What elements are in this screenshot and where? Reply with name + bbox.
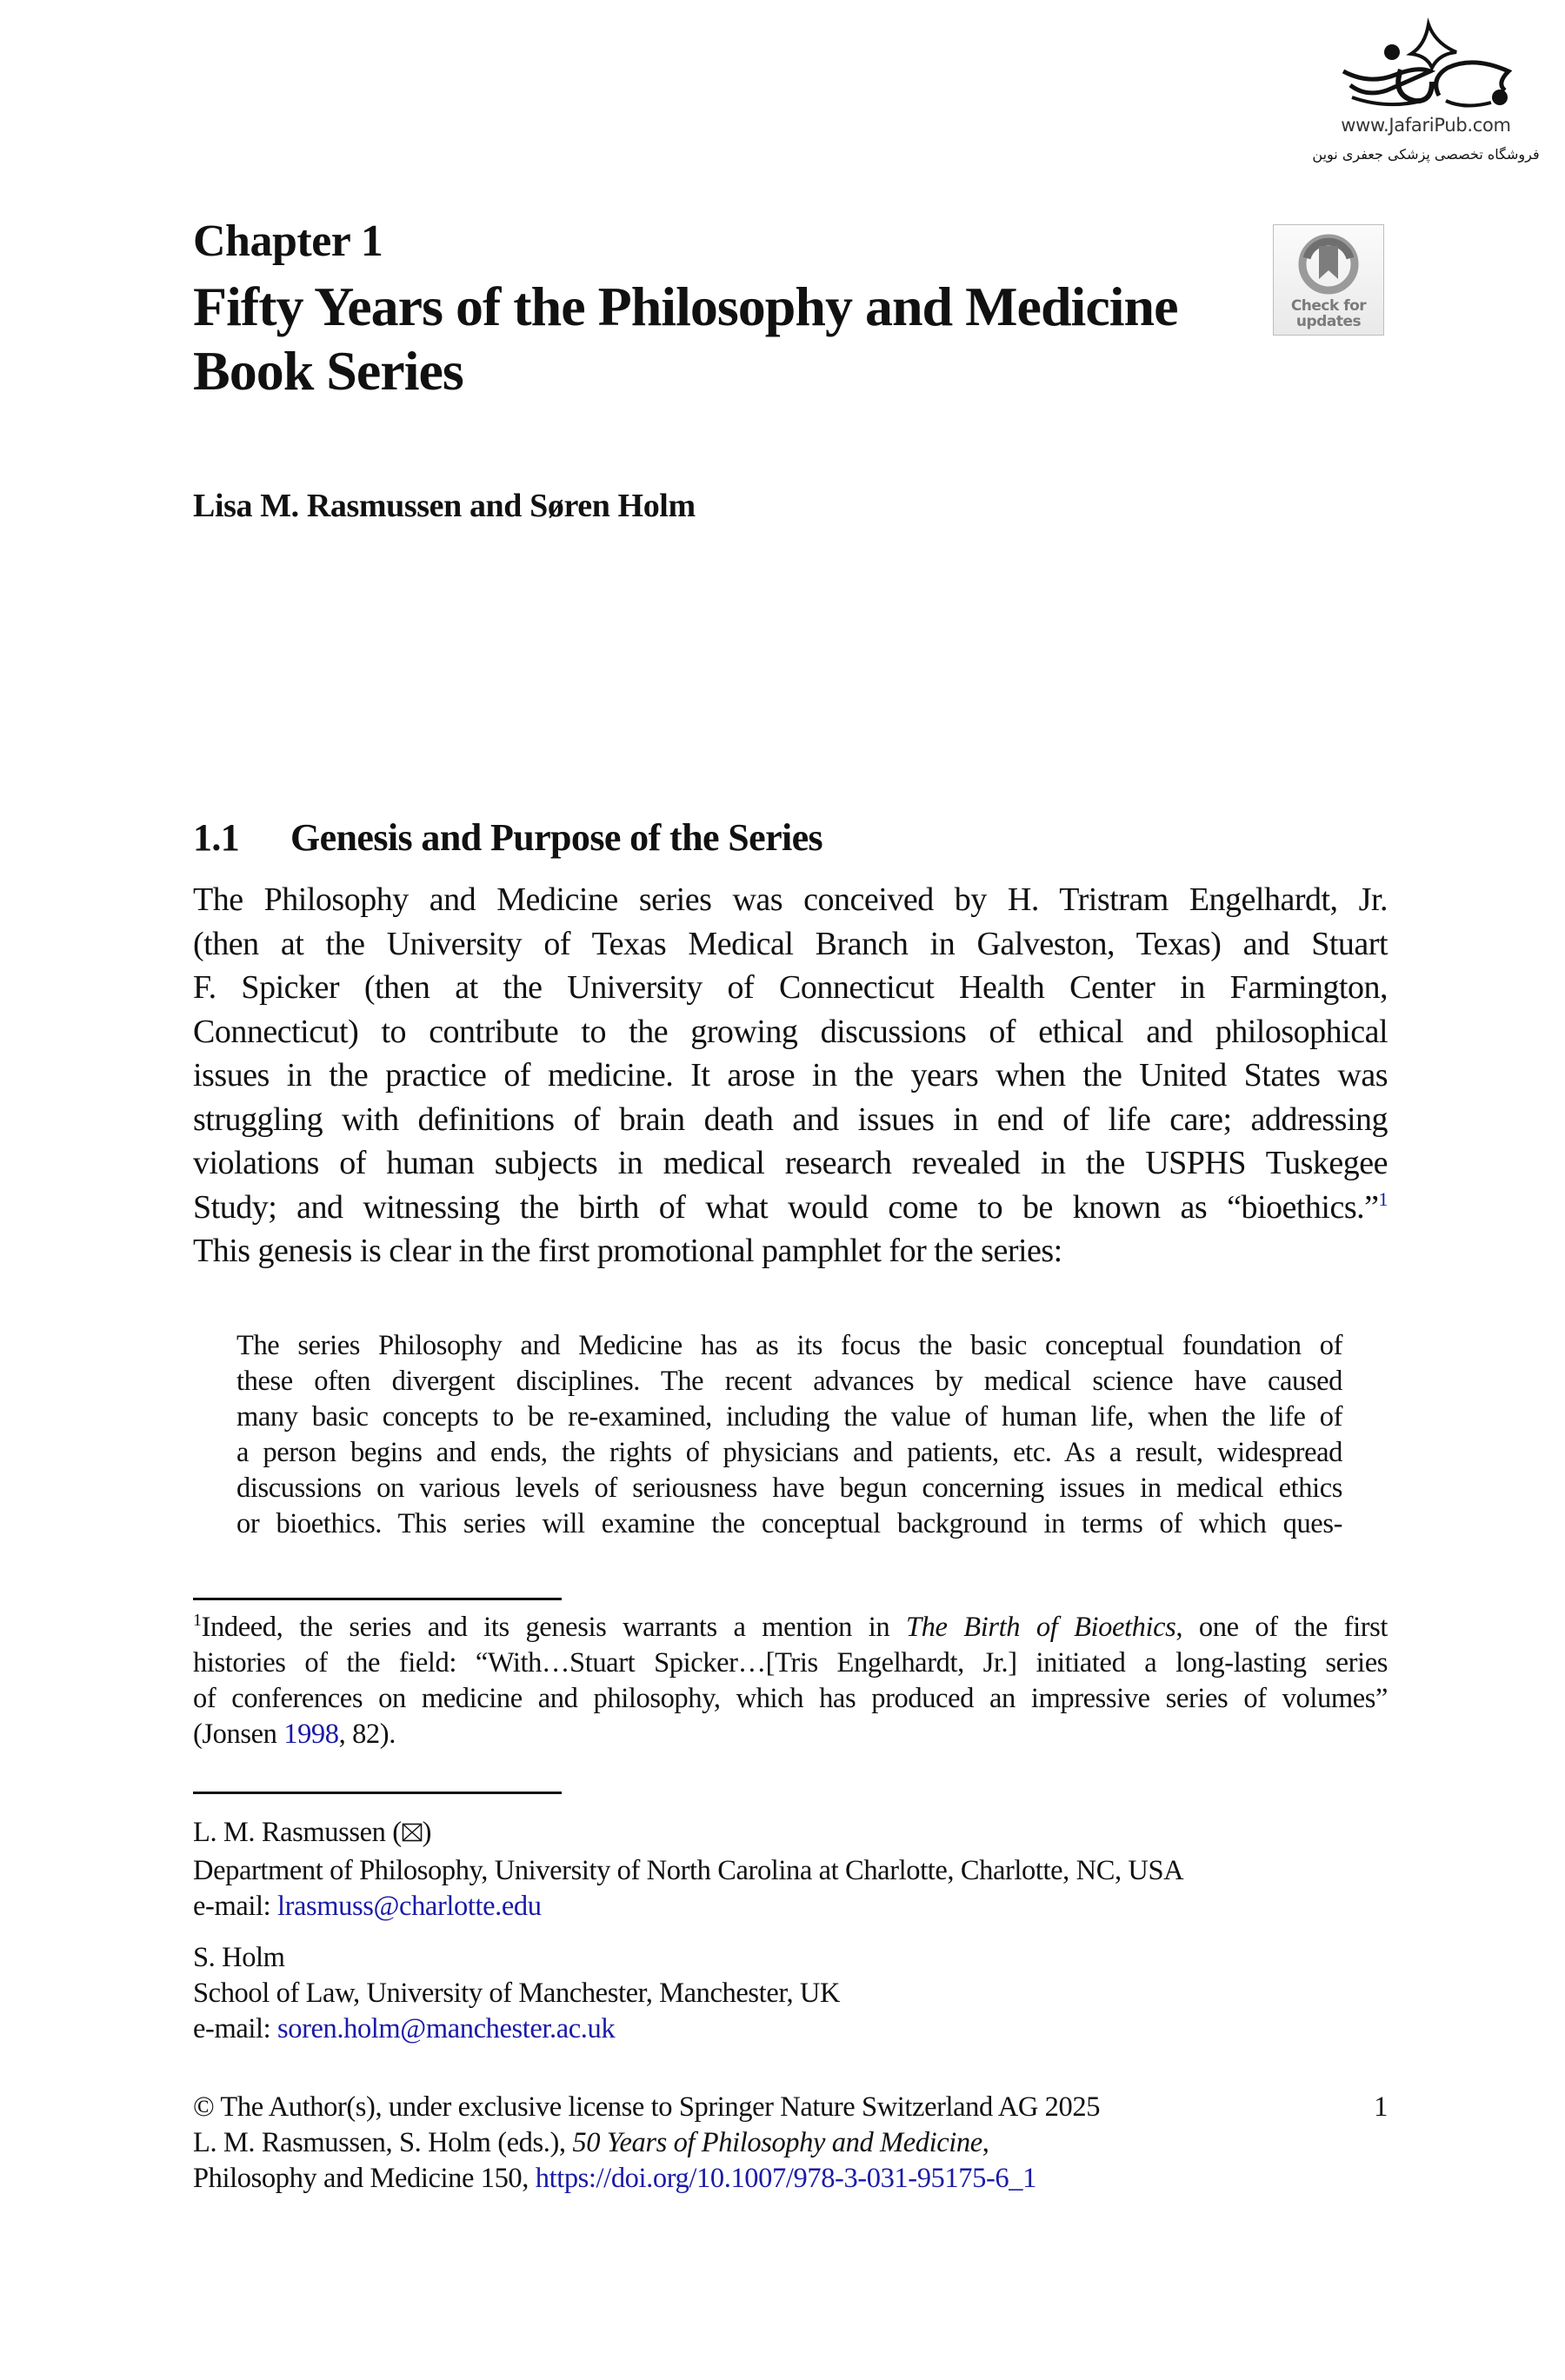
citation-series: Philosophy and Medicine 150, [193,2163,536,2194]
page-number: 1 [1374,2091,1388,2123]
footnote-line: of conferences on medicine and philosophy, which has produced an impressive series of volumes” [193,1683,1388,1714]
body-line: F. Spicker (then at the University of Connecticut Health Center in Farmington, [193,969,1388,1006]
footnote-line: histories of the field: “With…Stuart Spicker…[Tris Engelhardt, Jr.] initiated a long-lasting series [193,1647,1388,1679]
check-for-updates-line-1: Check for [1290,297,1367,315]
doi-link[interactable]: https://doi.org/10.1007/978-3-031-95175-6_1 [535,2163,1036,2194]
footnote-text: (Jonsen [193,1719,284,1750]
quote-line: discussions on various levels of seriousness have begun concerning issues in medical ethics [236,1473,1342,1504]
body-line: (then at the University of Texas Medical Branch in Galveston, Texas) and Stuart [193,925,1388,962]
body-line-text: Study; and witnessing the birth of what would come to be known as “bioethics.” [193,1188,1379,1226]
publisher-watermark [1295,17,1556,174]
citation-editors: L. M. Rasmussen, S. Holm (eds.), [193,2127,573,2158]
footnote-text: , 82). [338,1719,396,1750]
affiliation-department: School of Law, University of Manchester, Manchester, UK [193,1978,841,2009]
crossmark-bookmark-icon [1296,232,1361,296]
section-heading [193,815,822,860]
quote-line: or bioethics. This series will examine the conceptual background in terms of which ques- [236,1508,1342,1539]
affiliation-email-row [193,2011,1388,2047]
author-name: L. M. Rasmussen ( [193,1817,402,1848]
affiliation-department: Department of Philosophy, University of North Carolina at Charlotte, Charlotte, NC, USA [193,1855,1184,1886]
footnote-reference-link[interactable]: 1 [1378,1187,1388,1210]
quote-line: a person begins and ends, the rights of physicians and patients, etc. As a result, widespread [236,1437,1342,1468]
chapter-label: Chapter 1 [193,216,383,266]
check-for-updates-button[interactable] [1273,224,1384,336]
footnote-mark: 1 [193,1611,202,1630]
email-label: e-mail: [193,1891,277,1922]
section-title: Genesis and Purpose of the Series [290,816,823,859]
affiliation-rasmussen [193,1815,1388,1925]
quote-line: many basic concepts to be re-examined, including the value of human life, when the life of [236,1401,1342,1433]
citation-series-line [193,2161,1388,2197]
section-number: 1.1 [193,816,240,859]
email-label: e-mail: [193,2013,277,2044]
quote-line: The series Philosophy and Medicine has as its focus the basic conceptual foundation of [236,1330,1342,1361]
footnote-text: Indeed, the series and its genesis warrants a mention in [201,1612,906,1643]
citation-punct: , [982,2127,989,2158]
citation-link-1998[interactable]: 1998 [283,1719,339,1750]
email-link-rasmussen[interactable]: lrasmuss@charlotte.edu [276,1891,542,1922]
jafaripub-calligraphy-logo-icon [1335,17,1517,113]
affiliation-name [193,1815,1388,1853]
affiliation-email-row [193,1889,1388,1925]
citation-book-title: 50 Years of Philosophy and Medicine [572,2127,982,2158]
body-paragraph [193,878,1388,1273]
copyright-text: © The Author(s), under exclusive license to Springer Nature Switzerland AG 2025 [193,2091,1101,2123]
watermark-url: www.JafariPub.com [1341,115,1511,136]
copyright-block [193,2090,1388,2197]
chapter-title-line-2: Book Series [193,340,463,402]
footnote-book-title: The Birth of Bioethics [905,1612,1176,1643]
email-link-holm[interactable]: soren.holm@manchester.ac.uk [276,2013,616,2044]
citation-line [193,2125,1388,2161]
footnote-divider [193,1598,562,1600]
footnote-text: , one of the first [1175,1612,1389,1643]
check-for-updates-line-2: updates [1295,313,1362,330]
footnote [193,1610,1388,1752]
quote-line: these often divergent disciplines. The recent advances by medical science have caused [236,1366,1342,1397]
body-line: The Philosophy and Medicine series was conceived by H. Tristram Engelhardt, Jr. [193,881,1388,918]
body-line: Connecticut) to contribute to the growing discussions of ethical and philosophical [193,1013,1388,1050]
affiliation-holm [193,1940,1388,2047]
chapter-authors: Lisa M. Rasmussen and Søren Holm [193,488,696,524]
author-name-close: ) [422,1817,432,1848]
footnote-line [193,1717,1388,1752]
block-quote [236,1328,1342,1542]
affiliation-divider [193,1792,562,1794]
body-line: violations of human subjects in medical research revealed in the USPHS Tuskegee [193,1145,1388,1181]
watermark-tagline: فروشگاه تخصصی پزشکی جعفری نوین [1312,146,1540,163]
affiliation-name: S. Holm [193,1942,285,1973]
body-line-with-footnote [193,1186,1388,1230]
envelope-icon [402,1818,423,1853]
footnote-line [193,1610,1388,1645]
body-line: issues in the practice of medicine. It arose in the years when the United States was [193,1057,1388,1094]
body-line: This genesis is clear in the first promotional pamphlet for the series: [193,1233,1062,1269]
chapter-title [193,275,1262,403]
body-line: struggling with definitions of brain death and issues in end of life care; addressing [193,1100,1388,1138]
copyright-line [193,2090,1388,2125]
chapter-title-line-1: Fifty Years of the Philosophy and Medicine [193,276,1178,337]
